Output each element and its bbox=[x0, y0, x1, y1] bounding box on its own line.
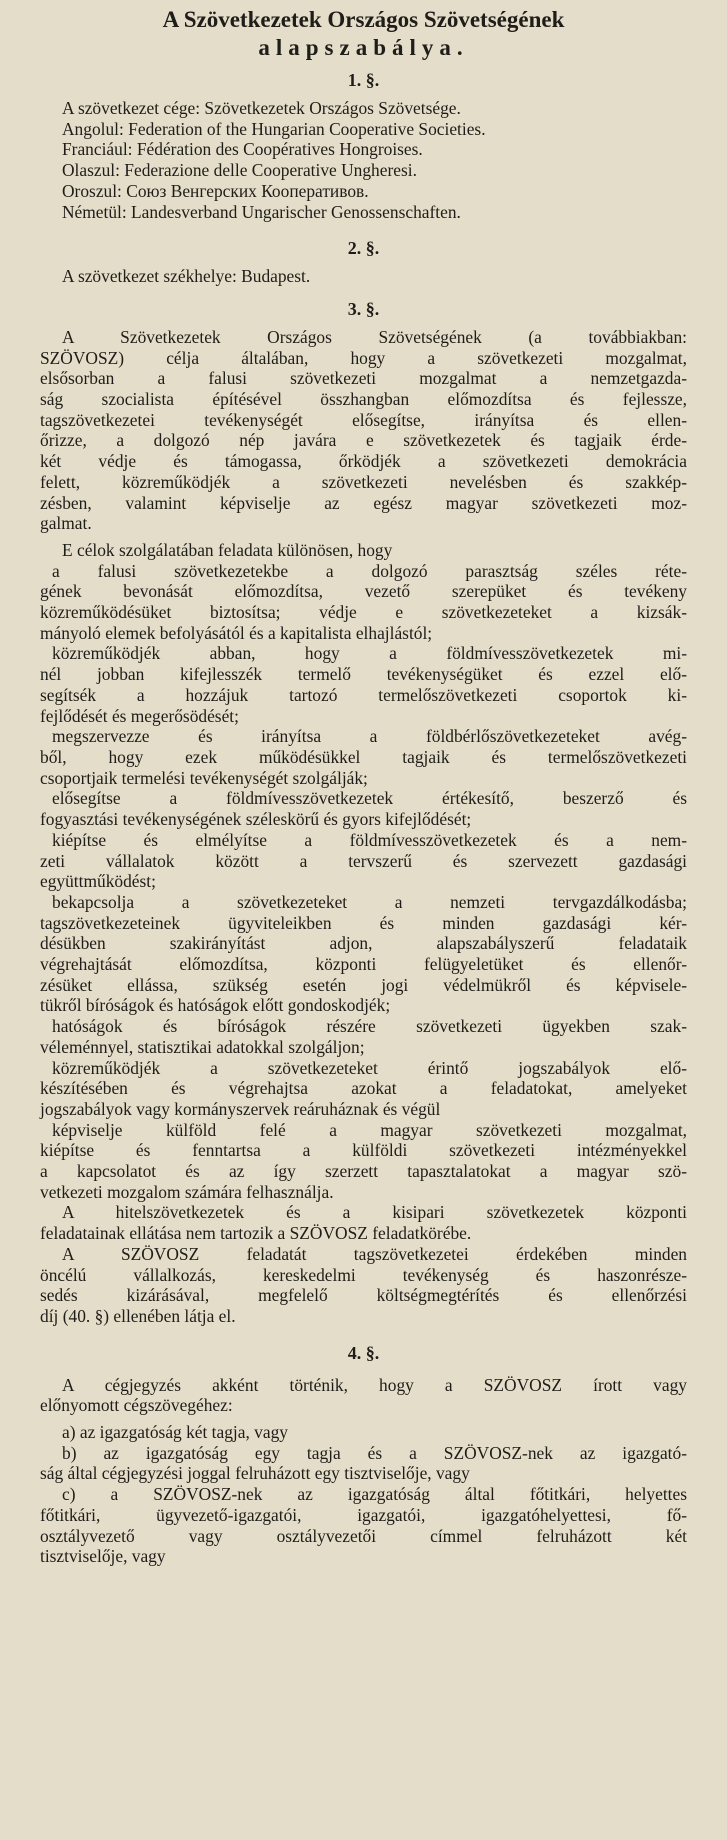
text-line: a falusi szövetkezetekbe a dolgozó parasztság széles réte- bbox=[52, 560, 687, 581]
text-line: elősegítse a földmívesszövetkezetek értékesítő, beszerző és bbox=[52, 788, 687, 809]
text-line: jogszabályok vagy kormányszervek reáruháznak és végül bbox=[40, 1098, 441, 1119]
paragraph bbox=[40, 1058, 687, 1120]
text-line: ság által cégjegyzési joggal felruházott egy tisztviselője, vagy bbox=[40, 1463, 470, 1484]
text-line: galmat. bbox=[40, 513, 92, 534]
paragraph bbox=[40, 1422, 687, 1443]
paragraph bbox=[40, 540, 687, 561]
text-line: közreműködjék abban, hogy a földmívesszövetkezetek mi- bbox=[52, 643, 687, 664]
seat-line: A szövetkezet székhelye: Budapest. bbox=[62, 266, 311, 287]
text-line: b) az igazgatóság egy tagja és a SZÖVOSZ-nek az igazgató- bbox=[62, 1442, 687, 1463]
section-heading-1: 1. §. bbox=[347, 70, 380, 90]
text-line: főtitkári, ügyvezető-igazgatói, igazgatói, igazgatóhelyettesi, fő- bbox=[40, 1504, 687, 1525]
text-line: feladatainak ellátása nem tartozik a SZÖVOSZ feladatkörébe. bbox=[40, 1223, 472, 1244]
paragraph bbox=[40, 1443, 687, 1484]
company-name-line: A szövetkezet cége: Szövetkezetek Országos Szövetsége. bbox=[62, 98, 461, 118]
name-german-line: Németül: Landesverband Ungarischer Genossenschaften. bbox=[62, 201, 461, 222]
section-heading-3: 3. §. bbox=[347, 298, 380, 319]
paragraph bbox=[40, 788, 687, 829]
text-line: közreműködjék a szövetkezeteket érintő jogszabályok elő- bbox=[52, 1057, 687, 1078]
paragraph bbox=[40, 1202, 687, 1243]
text-line: közreműködésüket biztosítsa; védje e szövetkezeteket a kizsák- bbox=[40, 602, 687, 623]
text-line: A Szövetkezetek Országos Szövetségének (a továbbiakban: bbox=[62, 326, 687, 347]
section-1-body bbox=[40, 98, 687, 222]
text-line: hatóságok és bíróságok részére szövetkezeti ügyekben szak- bbox=[52, 1016, 687, 1037]
paragraph bbox=[40, 892, 687, 1016]
text-line: díj (40. §) ellenében látja el. bbox=[40, 1305, 236, 1326]
text-line: csoportjaik termelési tevékenységét szolgálják; bbox=[40, 767, 368, 788]
text-line: zésben, valamint képviselje az egész magyar szövetkezeti moz- bbox=[40, 492, 687, 513]
text-line: zésüket ellássa, szükség esetén jogi védelmükről és képvisele- bbox=[40, 974, 687, 995]
text-line: segítsék a hozzájuk tartozó termelőszövetkezeti csoportok ki- bbox=[40, 684, 687, 705]
text-line: tagszövetkezeteinek ügyviteleikben és minden gazdasági kér- bbox=[40, 912, 687, 933]
text-line: készítésében és végrehajtsa azokat a feladatokat, amelyeket bbox=[40, 1078, 687, 1099]
text-line: végrehajtását előmozdítsa, központi felügyeletüket és ellenőr- bbox=[40, 954, 687, 975]
text-line: zeti vállalatok között a tervszerű és szervezett gazdasági bbox=[40, 850, 687, 871]
paragraph bbox=[40, 1375, 687, 1416]
text-line: őrizze, a dolgozó nép javára e szövetkezetek és tagjaik érde- bbox=[40, 430, 687, 451]
text-line: együttműködést; bbox=[40, 871, 156, 892]
text-line: bekapcsolja a szövetkezeteket a nemzeti tervgazdálkodásba; bbox=[52, 891, 687, 912]
text-line: elsősorban a falusi szövetkezeti mozgalmat a nemzetgazda- bbox=[40, 368, 687, 389]
name-russian-line: Oroszul: Союз Венгерских Кооперативов. bbox=[62, 180, 369, 201]
text-line: sedés kizárásával, megfelelő költségmegtérítés és ellenőrzési bbox=[40, 1285, 687, 1306]
text-line: fejlődését és megerősödését; bbox=[40, 705, 239, 726]
name-french-line: Franciául: Fédération des Coopératives Hongroises. bbox=[62, 139, 423, 160]
text-line: c) a SZÖVOSZ-nek az igazgatóság által főtitkári, helyettes bbox=[62, 1484, 687, 1505]
text-line: SZÖVOSZ) célja általában, hogy a szövetkezeti mozgalmat, bbox=[40, 347, 687, 368]
text-line: nél jobban kifejlesszék termelő tevékenységüket és ezzel elő- bbox=[40, 664, 687, 685]
paragraph bbox=[40, 1484, 687, 1567]
text-line: a) az igazgatóság két tagja, vagy bbox=[62, 1422, 288, 1443]
text-line: A hitelszövetkezetek és a kisipari szövetkezetek központi bbox=[62, 1202, 687, 1223]
text-line: felett, közreműködjék a szövetkezeti nevelésben és szakkép- bbox=[40, 471, 687, 492]
text-line: mányoló elemek befolyásától és a kapitalista elhajlástól; bbox=[40, 622, 433, 643]
text-line: tükről bíróságok és hatóságok előtt gondoskodjék; bbox=[40, 995, 391, 1016]
text-line: képviselje külföld felé a magyar szövetkezeti mozgalmat, bbox=[52, 1119, 687, 1140]
paragraph bbox=[40, 830, 687, 892]
paragraph bbox=[40, 327, 687, 534]
text-line: osztályvezető vagy osztályvezetői címmel felruházott két bbox=[40, 1525, 687, 1546]
text-line: vetkezeti mozgalom számára felhasználja. bbox=[40, 1181, 334, 1202]
paragraph bbox=[40, 643, 687, 726]
text-line: fogyasztási tevékenységének széleskörű és gyors kifejlődését; bbox=[40, 809, 472, 830]
text-line: kiépítse és elmélyítse a földmívesszövetkezetek és a nem- bbox=[52, 829, 687, 850]
paragraph bbox=[40, 1016, 687, 1057]
text-line: kiépítse és fenntartsa a külföldi szövetkezeti intézményekkel bbox=[40, 1140, 687, 1161]
text-line: ság szocialista építésével összhangban előmozdítsa és fejlessze, bbox=[40, 389, 687, 410]
section-heading-2: 2. §. bbox=[347, 238, 380, 259]
text-line: előnyomott cégszövegéhez: bbox=[40, 1395, 233, 1416]
paragraph bbox=[40, 1120, 687, 1203]
text-line: két védje és támogassa, őrködjék a szövetkezeti demokrácia bbox=[40, 451, 687, 472]
text-line: A SZÖVOSZ feladatát tagszövetkezetei érdekében minden bbox=[62, 1243, 687, 1264]
text-line: tagszövetkezetei tevékenységét elősegítse, irányítsa és ellen- bbox=[40, 409, 687, 430]
paragraph bbox=[40, 1244, 687, 1327]
text-line: öncélú vállalkozás, kereskedelmi tevékenység és haszonrésze- bbox=[40, 1264, 687, 1285]
document-title: A Szövetkezetek Országos Szövetségének bbox=[162, 7, 565, 32]
paragraph bbox=[40, 726, 687, 788]
text-line: megszervezze és irányítsa a földbérlőszövetkezeteket avég- bbox=[52, 726, 687, 747]
paragraph bbox=[40, 561, 687, 644]
text-line: véleménnyel, statisztikai adatokkal szolgáljon; bbox=[40, 1036, 365, 1057]
section-4-body bbox=[40, 1375, 687, 1567]
name-italian-line: Olaszul: Federazione delle Cooperative Ungheresi. bbox=[62, 160, 417, 181]
text-line: désükben szakirányítást adjon, alapszabályszerű feladataik bbox=[40, 933, 687, 954]
text-line: tisztviselője, vagy bbox=[40, 1546, 166, 1567]
text-line: gének bevonását előmozdítsa, vezető szerepüket és tevékeny bbox=[40, 581, 687, 602]
text-line: A cégjegyzés akként történik, hogy a SZÖVOSZ írott vagy bbox=[62, 1374, 687, 1395]
text-line: a kapcsolatot és az így szerzett tapasztalatokat a magyar szö- bbox=[40, 1161, 687, 1182]
section-3-body bbox=[40, 327, 687, 1327]
name-english-line: Angolul: Federation of the Hungarian Cooperative Societies. bbox=[62, 118, 486, 139]
document-subtitle: alapszabálya. bbox=[258, 35, 469, 60]
text-line: ből, hogy ezek működésükkel tagjaik és termelőszövetkezeti bbox=[40, 746, 687, 767]
section-heading-4: 4. §. bbox=[347, 1342, 380, 1363]
text-line: E célok szolgálatában feladata különösen, hogy bbox=[62, 539, 393, 560]
